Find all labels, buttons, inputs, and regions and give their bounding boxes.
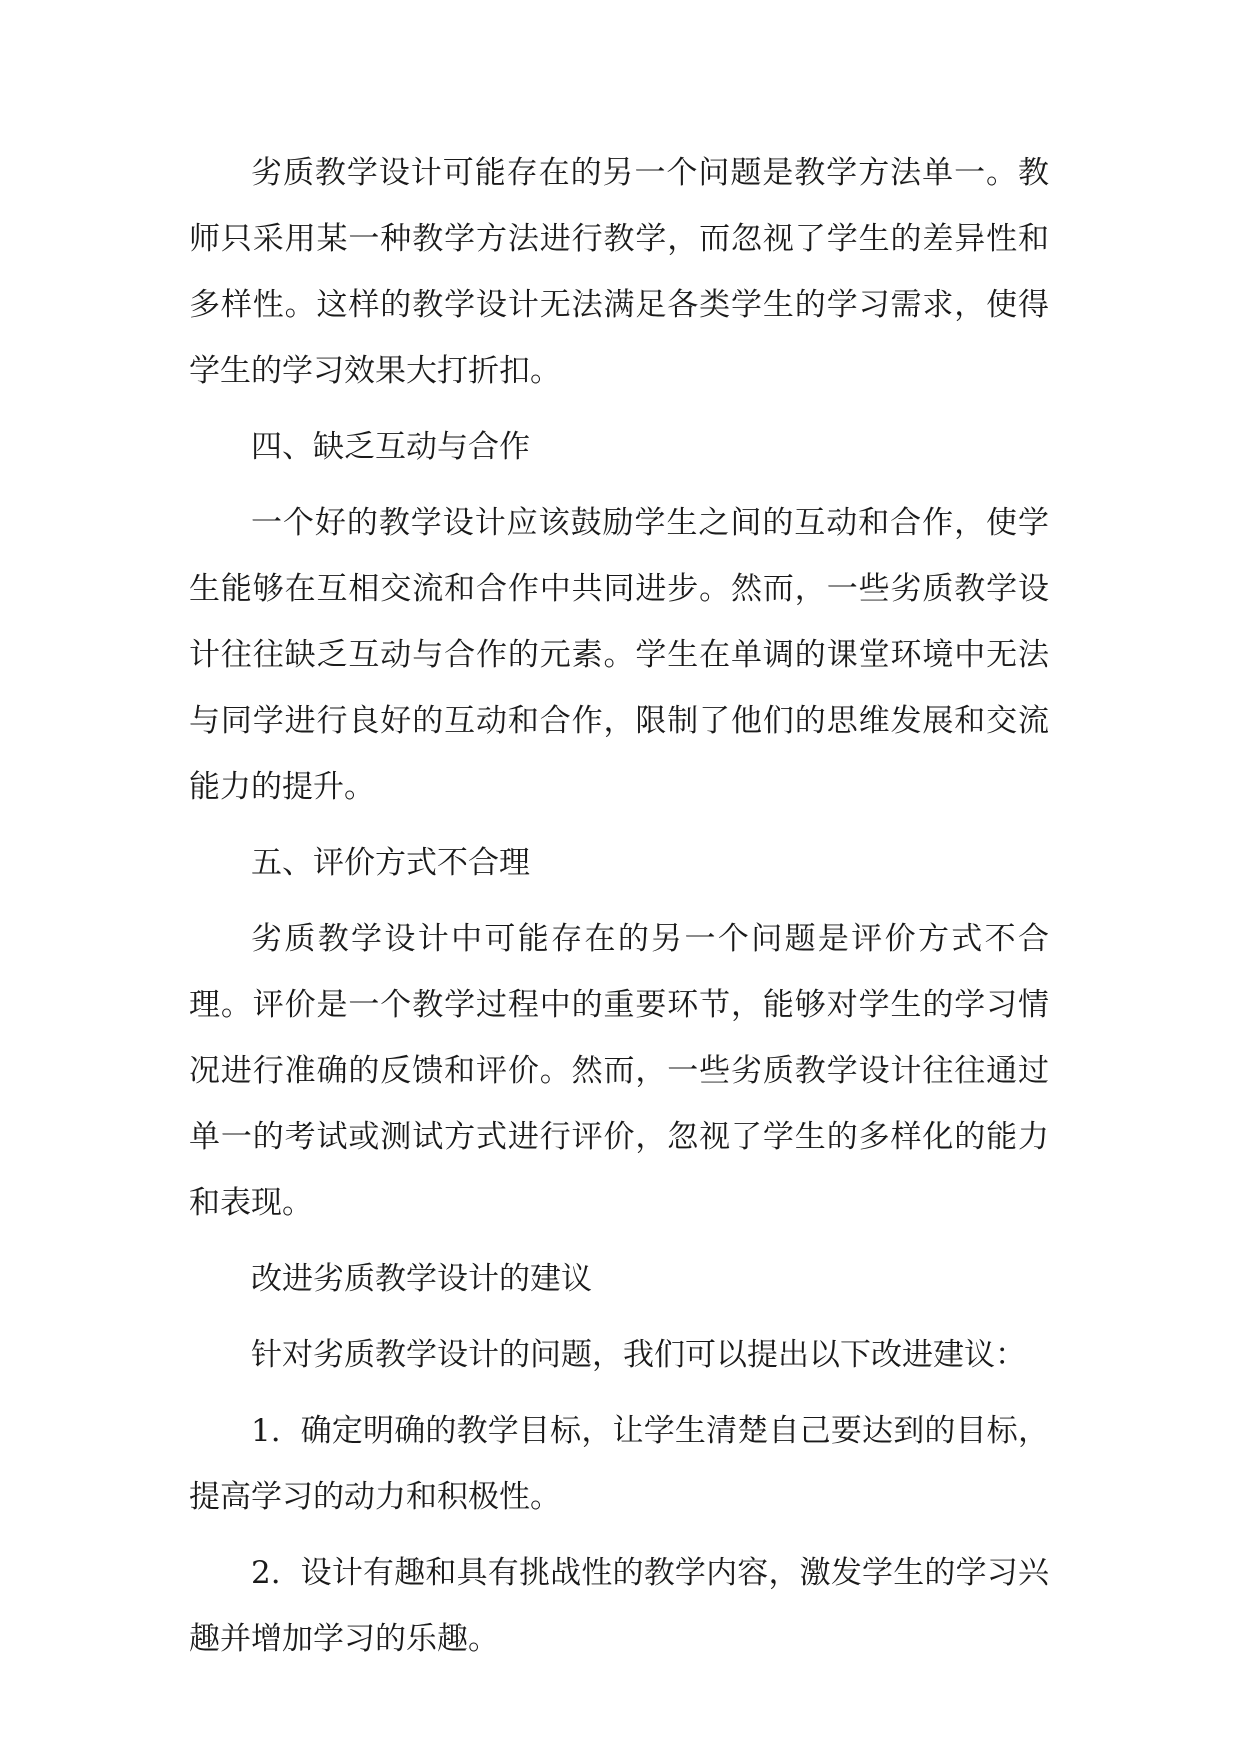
heading-evaluation: 五、评价方式不合理 (251, 845, 530, 881)
paragraph-evaluation: 劣质教学设计中可能存在的另一个问题是评价方式不合理。评价是一个教学过程中的重要环节，能够对学生的学习情况进行准确的反馈和评价。然而，一些劣质教学设计往往通过单一的考试或测试方式进行评价，忽视了学生的多样化的能力和表现。 (189, 921, 1049, 1221)
list-item-2: 2. 设计有趣和具有挑战性的教学内容，激发学生的学习兴趣并增加学习的乐趣。 (189, 1555, 1049, 1657)
paragraph-interaction: 一个好的教学设计应该鼓励学生之间的互动和合作，使学生能够在互相交流和合作中共同进步。然而，一些劣质教学设计往往缺乏互动与合作的元素。学生在单调的课堂环境中无法与同学进行良好的互动和合作，限制了他们的思维发展和交流能力的提升。 (189, 505, 1049, 805)
heading-suggestions: 改进劣质教学设计的建议 (251, 1261, 592, 1297)
paragraph-teaching-method: 劣质教学设计可能存在的另一个问题是教学方法单一。教师只采用某一种教学方法进行教学，而忽视了学生的差异性和多样性。这样的教学设计无法满足各类学生的学习需求，使得学生的学习效果大打折扣。 (189, 155, 1049, 389)
paragraph-suggestions-intro: 针对劣质教学设计的问题，我们可以提出以下改进建议： (251, 1337, 1026, 1373)
document-body (189, 140, 1049, 1672)
list-item-1: 1. 确定明确的教学目标，让学生清楚自己要达到的目标，提高学习的动力和积极性。 (189, 1413, 1049, 1515)
heading-lack-of-interaction: 四、缺乏互动与合作 (251, 429, 530, 465)
